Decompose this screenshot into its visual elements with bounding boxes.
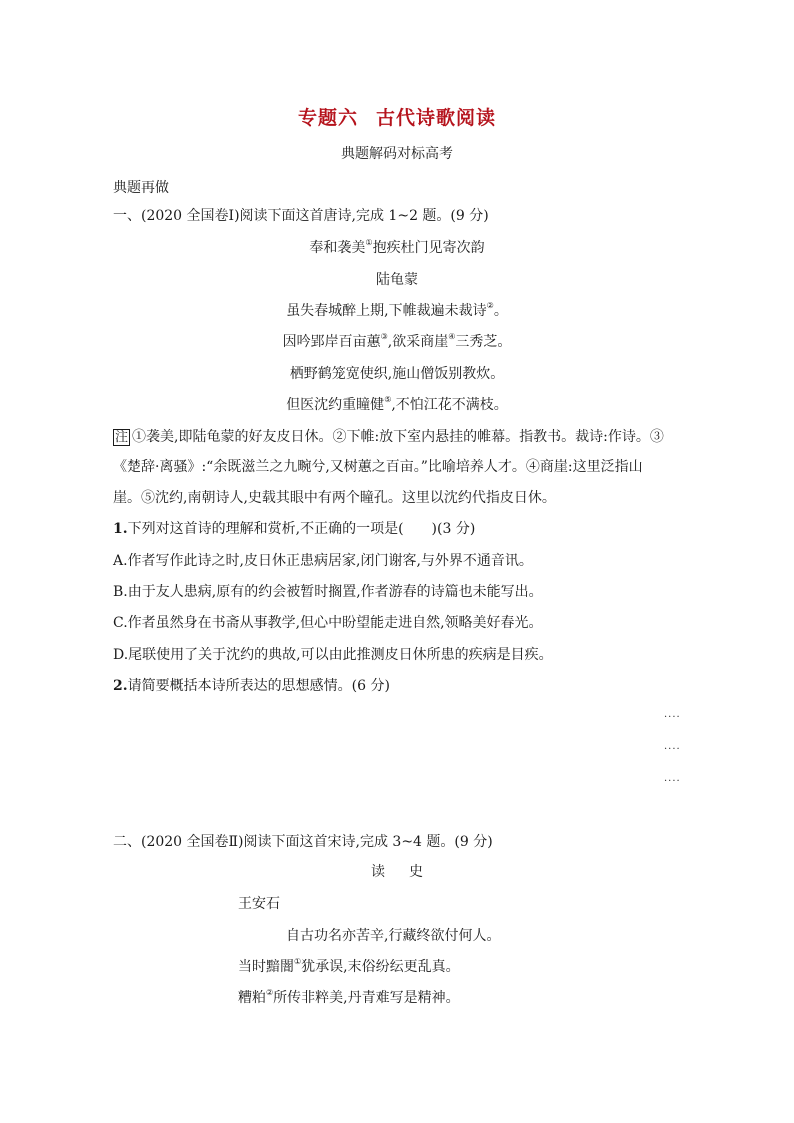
poem1-title: 奉和袭美①抱疾杜门见寄次韵 bbox=[309, 238, 485, 256]
part1-heading: 一、(2020 全国卷Ⅰ)阅读下面这首唐诗,完成 1~2 题。(9 分) bbox=[113, 208, 489, 224]
page-title bbox=[0, 105, 794, 131]
poem2-line-1: 自古功名亦苦辛,行藏终欲付何人。 bbox=[286, 928, 501, 944]
part2-heading: 二、(2020 全国卷Ⅱ)阅读下面这首宋诗,完成 3~4 题。(9 分) bbox=[113, 834, 493, 850]
poem1-line-3: 栖野鹤笼宽使织,施山僧饭别教炊。 bbox=[289, 366, 505, 382]
poem1-line-2: 因吟郢岸百亩蕙③,欲采商崖④三秀芝。 bbox=[282, 332, 512, 350]
section-label: 典题再做 bbox=[113, 180, 169, 196]
answer-line-3: ···· bbox=[664, 776, 681, 787]
title-part2: 古代诗歌阅读 bbox=[376, 107, 497, 129]
poem1-line-1: 虽失春城醉上期,下帷裁遍未裁诗②。 bbox=[286, 301, 508, 319]
poem1-line-4: 但医沈约重瞳健⑤,不怕江花不满枝。 bbox=[286, 395, 508, 413]
q1-option-b: B.由于友人患病,原有的约会被暂时搁置,作者游春的诗篇也未能写出。 bbox=[113, 584, 543, 600]
answer-line-2: ···· bbox=[664, 744, 681, 755]
poem2-line-3: 糟粕②所传非粹美,丹青难写是精神。 bbox=[238, 988, 460, 1006]
note-line-2: 《楚辞·离骚》:“余既滋兰之九畹兮,又树蕙之百亩。”比喻培养人才。④商崖:这里泛指山 bbox=[113, 459, 643, 475]
q1-option-d: D.尾联使用了关于沈约的典故,可以由此推测皮日休所患的疾病是目疾。 bbox=[113, 647, 553, 663]
answer-line-1: ···· bbox=[664, 712, 681, 723]
poem2-title: 读 史 bbox=[371, 864, 423, 880]
question-2: 2.请简要概括本诗所表达的思想感情。(6 分) bbox=[113, 678, 390, 694]
title-part1: 专题六 bbox=[297, 107, 358, 129]
q1-option-a: A.作者写作此诗之时,皮日休正患病居家,闭门谢客,与外界不通音讯。 bbox=[113, 553, 533, 569]
poem2-line-2: 当时黯闇①犹承误,末俗纷纭更乱真。 bbox=[238, 957, 460, 975]
q1-option-c: C.作者虽然身在书斋从事教学,但心中盼望能走进自然,领略美好春光。 bbox=[113, 615, 543, 631]
poem2-author: 王安石 bbox=[238, 896, 280, 912]
note-line-1: 注 ①袭美,即陆龟蒙的好友皮日休。②下帷:放下室内悬挂的帷幕。指教书。裁诗:作诗。③ bbox=[115, 429, 664, 445]
subtitle: 典题解码对标高考 bbox=[341, 146, 453, 162]
poem1-author: 陆龟蒙 bbox=[376, 272, 418, 288]
note-line-3: 崖。⑤沈约,南朝诗人,史载其眼中有两个瞳孔。这里以沈约代指皮日休。 bbox=[113, 490, 556, 506]
question-1: 1.下列对这首诗的理解和赏析,不正确的一项是( )(3 分) bbox=[113, 521, 476, 537]
note-label: 注 bbox=[115, 430, 129, 445]
